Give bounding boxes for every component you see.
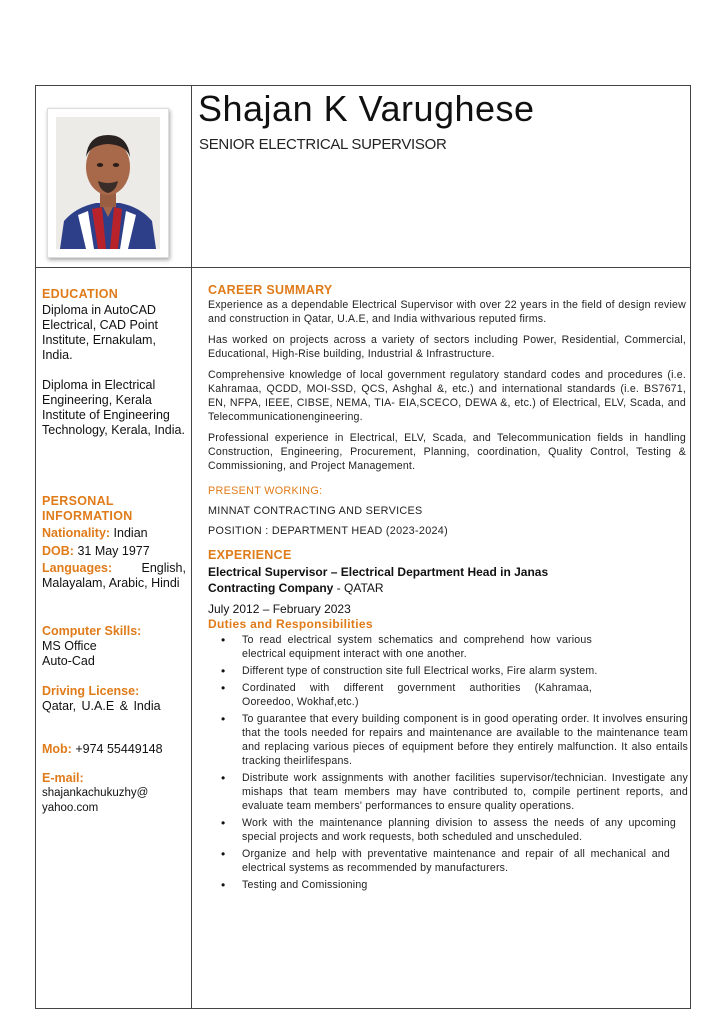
duty-item: • Testing and Comissioning — [208, 878, 688, 892]
computer-skills-section — [42, 624, 186, 669]
driving-license-value: Qatar, U.A.E & India — [42, 699, 161, 713]
personal-section — [42, 494, 186, 591]
experience-role — [208, 564, 618, 596]
present-working-section — [208, 485, 686, 537]
profile-photo — [56, 117, 160, 249]
candidate-name: Shajan K Varughese — [198, 88, 535, 129]
email-value-line2: yahoo.com — [42, 802, 99, 814]
summary-paragraph: Experience as a dependable Electrical Supervisor with over 22 years in the field of design review and construction in Qatar, U.A.E, and India withvarious reputed firms. — [208, 299, 686, 325]
languages-row — [42, 561, 186, 591]
duty-item: • Different type of construction site full Electrical works, Fire alarm system. — [208, 664, 602, 678]
column-divider — [191, 85, 192, 1009]
duties-heading: Duties and Responsibilities — [208, 617, 373, 631]
duty-item: • Cordinated with different government authorities (Kahramaa, Ooreedoo, Wokhaf,etc.) — [208, 681, 592, 709]
duty-item: • Work with the maintenance planning division to assess the needs of any upcoming special projects and work requests, both scheduled and unscheduled. — [208, 816, 676, 844]
experience-role-title: Electrical Supervisor – Electrical Department Head in Janas Contracting Company — [208, 565, 549, 595]
mobile-value: +974 55449148 — [75, 742, 163, 756]
dob-label: DOB: — [42, 544, 74, 558]
summary-paragraph: Professional experience in Electrical, ELV, Scada, and Telecommunication fields in handling Construction, Engineering, Procurement, Planning, coordination, Quality Control, Testing & Commissioning, and Project Management. — [208, 432, 686, 472]
dob-row — [42, 544, 186, 559]
languages-label: Languages: — [42, 561, 113, 575]
header-divider — [35, 267, 691, 268]
computer-skill-item: Auto-Cad — [42, 654, 95, 668]
email-value-line1: shajankachukuzhy@ — [42, 787, 149, 799]
driving-license-section — [42, 684, 186, 714]
mobile-section — [42, 742, 186, 757]
email-label: E-mail: — [42, 771, 84, 785]
candidate-title: SENIOR ELECTRICAL SUPERVISOR — [199, 136, 447, 153]
career-summary-heading: CAREER SUMMARY — [208, 283, 333, 297]
languages-value: English, Malayalam, Arabic, Hindi — [42, 561, 186, 590]
experience-section — [208, 548, 686, 631]
duty-item: • To read electrical system schematics and comprehend how various electrical equipment interact with one another. — [208, 633, 592, 661]
computer-skill-item: MS Office — [42, 639, 97, 653]
duty-item: • Organize and help with preventative maintenance and repair of all mechanical and electrical systems as recommended by manufacturers. — [208, 847, 670, 875]
personal-heading: PERSONAL INFORMATION — [42, 494, 133, 523]
nationality-label: Nationality: — [42, 526, 111, 540]
career-summary-section — [208, 283, 686, 473]
driving-license-label: Driving License: — [42, 684, 140, 698]
present-working-label: PRESENT WORKING: — [208, 485, 323, 497]
profile-photo-frame — [47, 108, 169, 258]
summary-paragraph: Comprehensive knowledge of local government regulatory standard codes and procedures (i.e. Kahramaa, QCDD, MOI-SSD, QCS, Ashghal &, etc.) and international standards (i.e. BS7671, EN, NFPA, IEEE, CIBSE, NEMA, TIA- EIA,SCECO, DEWA &, etc.) of Electrical, ELV, Scada, and Telecommunicationengineering. — [208, 369, 686, 423]
education-section — [42, 287, 186, 438]
duty-item: • To guarantee that every building component is in good operating order. It involves ensuring that the tools needed for repairs and maintenance are available to the maintenance team and replacing various pieces of equipment before they entirely malfunction. It also entails tracking theirlifespans. — [208, 712, 688, 768]
present-position: POSITION : DEPARTMENT HEAD (2023-2024) — [208, 525, 449, 537]
nationality-row — [42, 526, 186, 541]
email-section — [42, 771, 186, 816]
experience-heading: EXPERIENCE — [208, 548, 292, 562]
education-item: Diploma in Electrical Engineering, Kerala Institute of Engineering Technology, Kerala, India. — [42, 378, 185, 437]
summary-paragraph: Has worked on projects across a variety of sectors including Power, Residential, Commercial, Educational, High-Rise building, Industrial & Infrastructure. — [208, 334, 686, 360]
nationality-value: Indian — [113, 526, 148, 540]
duties-list — [208, 633, 688, 892]
education-heading: EDUCATION — [42, 287, 119, 301]
education-item: Diploma in AutoCAD Electrical, CAD Point Institute, Ernakulam, India. — [42, 303, 159, 362]
present-company: MINNAT CONTRACTING AND SERVICES — [208, 505, 423, 517]
experience-location: - QATAR — [333, 581, 384, 595]
dob-value: 31 May 1977 — [77, 544, 150, 558]
duties-list-wrap — [208, 633, 688, 895]
experience-dates: July 2012 – February 2023 — [208, 602, 351, 616]
computer-skills-label: Computer Skills: — [42, 624, 142, 638]
mobile-label: Mob: — [42, 742, 72, 756]
duty-item: • Distribute work assignments with another facilities supervisor/technician. Investigate any mishaps that team members may have contributed to, compile pertinent reports, and evaluate team members' performances to ensure quality operations. — [208, 771, 688, 813]
